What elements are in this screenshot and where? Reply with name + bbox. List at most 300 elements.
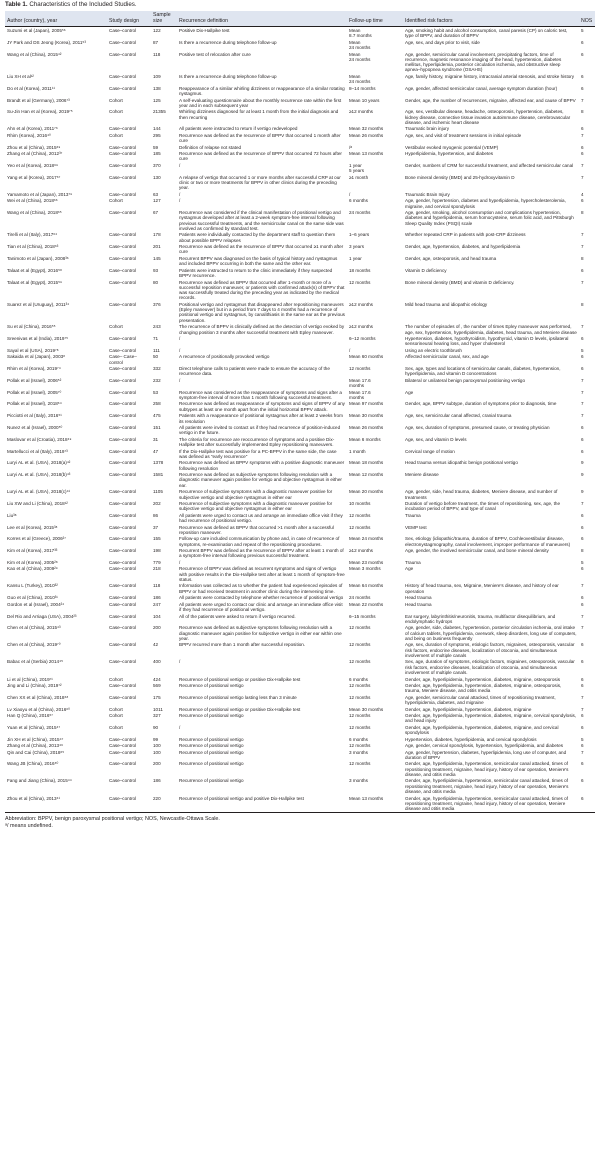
table-row <box>5 324 595 336</box>
cell-sample-size: 200 <box>153 625 161 631</box>
cell-author: Chen et al (China), 2015⁴³ <box>7 625 61 631</box>
table-row <box>5 255 595 267</box>
cell-risk-factors: Age, sex, and vitamin D levels <box>405 436 467 442</box>
cell-nos: 6 <box>581 267 584 273</box>
cell-sample-size: 1378 <box>153 460 164 466</box>
cell-sample-size: 86 <box>153 512 159 518</box>
cell-recurrence-definition: A recurrence of positionally provoked vertigo <box>179 354 270 360</box>
cell-recurrence-definition: / <box>179 559 181 565</box>
cell-recurrence-definition: Patients with a reappearance of positional nystagmus after at least 2 weeks from its resolution <box>179 413 343 424</box>
cell-recurrence-definition: The criteria for recurrence are reoccurrence of symptoms and a positive Dix-Hallpike test after successfully implemented Epley repositioning maneuvers. <box>179 436 335 448</box>
cell-nos: 6 <box>581 73 584 79</box>
table-row <box>5 232 595 244</box>
cell-nos: 7 <box>581 401 584 407</box>
cell-follow-up-time: ≥12 months <box>349 301 373 307</box>
cell-risk-factors: Age, gender, hypertension, diabetes, hyperlipidemia, long use of computer, and duration of BPPV <box>405 749 567 760</box>
cell-recurrence-definition: All patients were urged to contact our clinic and arrange an immediate office visit if they had recurrence of positional vertigo. <box>179 601 343 613</box>
cell-sample-size: 21355 <box>153 109 166 115</box>
cell-study-design: Cohort <box>109 713 123 719</box>
cell-follow-up-time: 1 year <box>349 255 362 261</box>
cell-nos: 8 <box>581 109 584 115</box>
cell-follow-up-time: 24 months <box>349 210 371 216</box>
footnote-abbreviation: Abbreviation: BPPV, benign paroxysmal positional vertigo; NOS, Newcastle-Ottawa Scale. <box>5 816 220 822</box>
cell-nos: 6 <box>581 595 584 601</box>
cell-study-design: Case–control <box>109 683 137 688</box>
cell-follow-up-time: 6 months <box>349 198 368 204</box>
cell-sample-size: 104 <box>153 613 161 619</box>
cell-recurrence-definition: / <box>179 198 181 204</box>
cell-nos: 7 <box>581 244 584 250</box>
cell-author: Sayal et al (USA), 2019⁷⁸ <box>7 347 59 353</box>
table-row <box>5 625 595 642</box>
cell-sample-size: 1581 <box>153 472 164 478</box>
table-row <box>5 436 595 448</box>
cell-follow-up-time: 6 months <box>349 736 368 742</box>
cell-study-design: Case–control <box>109 512 137 518</box>
cell-risk-factors: Gender, age, osteoporosis, and head trauma <box>405 255 497 261</box>
cell-follow-up-time: 10 months <box>349 500 371 506</box>
cell-nos: 6 <box>581 683 584 688</box>
cell-sample-size: 50 <box>153 354 159 360</box>
table-row <box>5 460 595 472</box>
cell-author: Fang and Jiang (China), 2015⁴⁴ <box>7 778 72 784</box>
cell-follow-up-time: Mean 17.6 months <box>349 377 371 389</box>
cell-sample-size: 185 <box>153 151 161 157</box>
cell-author: Suarez et al (Uruguay), 2011³⁴ <box>7 301 70 307</box>
header-author: Author (country), year <box>5 11 107 27</box>
cell-risk-factors: Gender, age, hyperlipidemia, hypertension, semicircular canal attacked, times of repositioning treatment, migraine, head injury, history of ear operation, Meniere's disease, and otitis media <box>405 761 569 777</box>
cell-study-design: Case–control <box>109 191 137 197</box>
cell-author: Han Q (China), 2016⁵⁷ <box>7 713 53 719</box>
table-row <box>5 354 595 366</box>
cell-author: Yeo et al (Korea), 2018⁶⁹ <box>7 162 58 168</box>
table-row <box>5 500 595 512</box>
cell-study-design: Case–control <box>109 255 137 261</box>
cell-sample-size: 175 <box>153 694 161 700</box>
cell-sample-size: 93 <box>153 267 159 273</box>
cell-follow-up-time: 1 year 5 years <box>349 162 365 174</box>
cell-nos: 6 <box>581 724 584 730</box>
table-row <box>5 566 595 583</box>
cell-author: Gordon et al (Israel), 2004²⁴ <box>7 601 65 607</box>
table-row <box>5 413 595 425</box>
cell-author: Tirelli et al (Italy), 2017⁶⁴ <box>7 232 58 238</box>
cell-author: Luryi AL et al. (USA), 2018(b)⁴³ <box>7 472 71 478</box>
cell-follow-up-time: 3 months <box>349 749 368 755</box>
cell-study-design: Case–control <box>109 659 137 665</box>
cell-nos: 7 <box>581 413 584 419</box>
cell-nos: 6 <box>581 524 584 530</box>
cell-author: Su et al (China), 2016⁵⁵ <box>7 324 56 330</box>
cell-risk-factors: Traumatic Brain Injury <box>405 191 450 197</box>
cell-recurrence-definition: Definition of relapse not stated <box>179 144 242 150</box>
cell-sample-size: 327 <box>153 713 161 719</box>
cell-study-design: Case–control <box>109 73 137 79</box>
cell-nos: 6 <box>581 713 584 719</box>
cell-nos: 8 <box>581 210 584 216</box>
cell-study-design: Case–control <box>109 559 137 565</box>
cell-study-design: Cohort <box>109 132 123 138</box>
cell-study-design: Case–control <box>109 694 137 700</box>
table-caption <box>5 0 595 10</box>
cell-nos: 8 <box>581 255 584 261</box>
cell-study-design: Case–control <box>109 536 137 542</box>
cell-risk-factors: Head trauma <box>405 601 432 607</box>
cell-author: Do et al (Korea), 2011¹¹ <box>7 85 55 91</box>
cell-study-design: Case–control <box>109 425 137 430</box>
cell-risk-factors: Duration of vertigo before treatment, the times of repositioning, sex, age, the incubation period of BPPV, and type of canal <box>405 500 560 512</box>
cell-author: Li et al (China), 2019⁷¹ <box>7 676 53 682</box>
cell-follow-up-time: Mean 32 months <box>349 126 384 132</box>
cell-study-design: Case–control <box>109 448 137 454</box>
cell-study-design: Case–control <box>109 500 137 506</box>
cell-recurrence-definition: Recurrence of positional vertigo <box>179 713 244 719</box>
cell-sample-size: 138 <box>153 85 161 91</box>
cell-recurrence-definition: Recurrence was considered if the clinical manifestation of positional vertigo and nystagmus developed after at least a 2-week symptom-free interval following previous successful treatments, and the semicircular canal on the same side was involved as confirmed by standard test. <box>179 210 344 231</box>
cell-follow-up-time: Mean 64 months <box>349 583 384 589</box>
cell-author: Zhou et al (China), 2015⁶⁹ <box>7 144 61 150</box>
cell-author: Tian et al (China), 2018⁶³ <box>7 244 59 250</box>
cell-nos: 7 <box>581 232 584 238</box>
cell-nos: 6 <box>581 425 584 430</box>
cell-author: Babac et al (Serbia) 2014⁴⁵ <box>7 659 63 665</box>
cell-sample-size: 145 <box>153 255 161 261</box>
table-row <box>5 749 595 761</box>
cell-nos: 7 <box>581 132 584 138</box>
cell-author: Pollak et al (Israel), 2018⁶⁴ <box>7 401 62 407</box>
cell-study-design: Case–control <box>109 301 137 307</box>
cell-sample-size: 37 <box>153 524 159 530</box>
cell-follow-up-time: 12 months <box>349 713 371 719</box>
cell-risk-factors: Age, sex, vestibular disease, headache, osteoporosis, hypertension, diabetes, kidney disease, connective tissue invasion autoimmune disease, cerebrovascular disease, and ischemic heart disease <box>405 109 571 125</box>
cell-risk-factors: Age, sex, and visit of treatment sessions in initial episode <box>405 132 522 138</box>
cell-sample-size: 118 <box>153 583 161 589</box>
table-header <box>5 11 595 27</box>
cell-recurrence-definition: Recurrence of positional vertigo <box>179 778 244 784</box>
cell-nos: 6 <box>581 448 584 454</box>
cell-sample-size: 201 <box>153 244 161 250</box>
table-row <box>5 472 595 489</box>
cell-follow-up-time: Mean 13 months <box>349 151 384 157</box>
cell-sample-size: 63 <box>153 191 159 197</box>
cell-author: Nunez et al (Israel), 2000⁵⁰ <box>7 425 63 430</box>
cell-follow-up-time: Mean 13 months <box>347 795 403 813</box>
cell-nos: 5 <box>581 736 584 742</box>
cell-author: Rhim et al (Korea), 2019⁷⁴ <box>7 366 61 372</box>
cell-follow-up-time: 6–15 months <box>349 613 376 619</box>
table-row <box>5 583 595 595</box>
cell-study-design: Case–control <box>109 366 137 372</box>
cell-study-design: Case–control <box>109 548 137 554</box>
cell-author: Talaat et al (Egypt), 2016⁵⁸ <box>7 267 62 273</box>
cell-risk-factors: Whether repeated CRP in patients with post-CRP dizziness <box>405 232 526 238</box>
cell-nos: 7 <box>581 377 584 383</box>
cell-recurrence-definition: A relapse of vertigo that occurred 1 or more months after successful CRP at our clinic or two or more treatments for BPPV in other clinics during the preceding year. <box>179 174 341 191</box>
cell-study-design: Case–control <box>109 126 137 132</box>
cell-risk-factors: Sex, etiology (idiopathic/trauma, duration of BPPV, Cochleovestibular disease, electronystagmography, canal involvement, improper performance of maneuvers) <box>405 536 571 547</box>
cell-nos: 7 <box>581 625 584 631</box>
cell-follow-up-time: /ᵃ <box>349 144 352 150</box>
cell-author: Kansu L (Turkey), 2010³² <box>7 583 58 589</box>
cell-follow-up-time: / <box>349 347 351 353</box>
cell-study-design: Case–control <box>109 85 137 91</box>
cell-nos: 7 <box>581 174 584 180</box>
cell-recurrence-definition: All patients were contacted by telephone whether recurrence of positional vertigo <box>179 595 344 601</box>
cell-follow-up-time: 6 months <box>349 676 368 682</box>
cell-risk-factors: Head trauma <box>405 595 432 601</box>
cell-sample-size: 31 <box>153 436 159 442</box>
cell-nos: 6 <box>581 366 584 372</box>
cell-sample-size: 99 <box>153 736 159 742</box>
cell-sample-size: 475 <box>153 413 161 419</box>
cell-nos: 6 <box>581 126 584 132</box>
cell-sample-size: 370 <box>153 162 161 168</box>
cell-risk-factors: Age, gender, cervical spondylosis, hypertension, hyperlipidemia, and diabetes <box>405 743 564 749</box>
table-row <box>5 198 595 210</box>
header-recurrence-definition: Recurrence definition <box>177 11 347 27</box>
cell-follow-up-time: 1–6 years <box>349 232 370 238</box>
cell-author: Wei et al (China), 2018⁶⁶ <box>7 198 58 204</box>
cell-risk-factors: VEMP test <box>405 524 427 530</box>
cell-follow-up-time: 12 months <box>349 512 371 518</box>
cell-author: Sakaida et al (Japan), 2003⁸ <box>7 354 66 360</box>
cell-sample-size: 220 <box>151 795 177 813</box>
cell-recurrence-definition: Follow-up care included communication by phone and, in case of recurrence of symptoms, re-examination and repeat of the repositioning procedures. <box>179 536 340 547</box>
cell-sample-size: 779 <box>153 559 161 565</box>
cell-risk-factors: Age, sex, duration of symptoms, etiologic factors, migraines, osteoporosis, vascular risk factors, endocrine diseases, localization of otoconia, and simultaneous involvement of multiple canals <box>405 642 575 658</box>
cell-author: Lv Xiaoyu et al (China), 2016⁶⁰ <box>7 706 70 712</box>
cell-nos: 9 <box>581 489 584 495</box>
cell-nos: 6 <box>581 436 584 442</box>
cell-risk-factors: The number of episodes of , the number of times Epley maneuver was performed, age, sex, hypertension, hyperlipidemia, diabetes, head trauma, and Meniere disease <box>405 324 577 335</box>
cell-risk-factors: Age, sex, and days prior to visit, side <box>405 39 480 45</box>
table-row <box>5 267 595 279</box>
cell-recurrence-definition: Recurrence of BPPV was defined as recurrent symptoms and signs of vertigo with positive results in the Dix-Hallpike test after at least 1 month of symptom-free status. <box>179 566 345 582</box>
table-row <box>5 536 595 548</box>
cell-sample-size: 218 <box>153 566 161 572</box>
cell-risk-factors: History of head trauma, sex, Migraine, Meniere's disease, and history of ear operation <box>405 583 559 594</box>
cell-sample-size: 59 <box>153 144 159 150</box>
table-row <box>5 209 595 231</box>
cell-author: Luryi AL et al. (USA), 2018(c)⁴¹ <box>7 489 71 495</box>
cell-author: Lee et al (Korea), 2015³⁸ <box>7 524 58 530</box>
cell-risk-factors: Age <box>405 566 414 572</box>
cell-recurrence-definition: Recurrence was defined as the recurrence of BPPV that occurred 72 hours after cure <box>179 151 342 162</box>
cell-recurrence-definition: Recurrence of positional vertigo <box>179 736 244 742</box>
cell-sample-size: 53 <box>153 389 159 395</box>
cell-author: Yang et al (Korea), 2017⁶⁷ <box>7 174 61 180</box>
cell-author: Zhang et al (China), 2013⁴⁶ <box>7 743 63 749</box>
cell-recurrence-definition: Recurrence of subjective symptoms with a diagnostic maneuver positive for subjective vertigo and objective nystagmus in either ear <box>179 500 333 512</box>
table-row <box>5 682 595 694</box>
cell-sample-size: 186 <box>153 778 161 784</box>
cell-nos: 7 <box>581 749 584 755</box>
cell-risk-factors: Meniere disease <box>405 472 439 478</box>
cell-risk-factors: Ear surgery, labyrinthitis/neuronitis, trauma, multifactor disequilibrium, and endolymphatic hydrops <box>405 613 556 624</box>
cell-nos: 7 <box>581 279 584 285</box>
header-follow-up-time: Follow-up time <box>347 11 403 27</box>
cell-study-design: Cohort <box>109 724 123 730</box>
cell-recurrence-definition: Information was collected as to whether the patient had experienced episodes of BPPV or had received treatment in another clinic during the intervening time. <box>179 583 343 594</box>
cell-follow-up-time: Mean 24 months <box>349 39 371 51</box>
cell-recurrence-definition: Recurrence of positional vertigo <box>179 761 244 767</box>
cell-nos: 7 <box>581 706 584 712</box>
table-row <box>5 279 595 301</box>
cell-nos: 6 <box>581 512 584 518</box>
cell-risk-factors: Trauma <box>405 512 421 518</box>
cell-study-design: Case–control <box>109 595 137 601</box>
cell-study-design: Case–control <box>109 583 137 589</box>
cell-study-design: Case–control <box>109 347 137 353</box>
cell-recurrence-definition: All patients were invited to contact us if they had recurrence of position-induced vertigo in the future. <box>179 425 341 436</box>
cell-follow-up-time: 12 months <box>349 743 371 749</box>
table-row <box>5 366 595 378</box>
table-row <box>5 85 595 97</box>
cell-risk-factors: Gender, age, hyperlipidemia, hypertension, diabetes, migraine, osteoporosis, trauma, Meniere disease, and otitis media <box>405 683 562 694</box>
table-row <box>5 301 595 323</box>
cell-recurrence-definition: Positional vertigo and nystagmus that disappeared after repositioning maneuvers (Epley maneuver) but in a period from 7 days to 4 months had a recurrence of positional vertigo and nystagmus, by canalithiasis in the same ear as the previous presentation. <box>179 301 345 323</box>
table-row <box>5 524 595 536</box>
cell-recurrence-definition: Patients were individually contacted by the department staff to question them about possible BPPV relapses <box>179 232 336 243</box>
cell-sample-size: 1105 <box>153 489 163 495</box>
cell-author: Kim et al (Korea), 2005²⁸ <box>7 559 58 565</box>
cell-sample-size: 130 <box>153 174 161 180</box>
cell-risk-factors: Bilateral or unilateral benign paroxysmal positioning vertigo <box>405 377 526 383</box>
caption-label: Table 1. <box>5 1 28 8</box>
cell-recurrence-definition: Recurrence was defined as reappearance of symptoms and signs of BPPV of any subtypes at least one month apart from the initial horizontal BPPV attack. <box>179 401 345 412</box>
cell-study-design: Cohort <box>109 706 123 712</box>
cell-risk-factors: Age, gender, smoking, alcohol consumption and complications hypertension, diabetes and hyperlipidemia, serum homocysteine, serum folic acid, and Pittsburgh Sleep Quality Index (PSQI) scale <box>405 210 574 226</box>
cell-follow-up-time: 12 months <box>349 694 371 700</box>
cell-nos: 7 <box>581 613 584 619</box>
cell-risk-factors: Gender, age, hyperlipidemia, hypertension, semicircular canal attacked, times of repositioning treatment, migraine, head injury, history of ear operation, Meniere disease and otitis media <box>403 795 579 813</box>
cell-follow-up-time: Mean 30 months <box>349 413 384 419</box>
cell-risk-factors: Head trauma versus idiopathic benign positional vertigo <box>405 460 518 466</box>
cell-sample-size: 127 <box>153 198 161 204</box>
table-row <box>5 424 595 436</box>
cell-study-design: Case–control <box>109 436 137 442</box>
table-row <box>5 694 595 706</box>
cell-recurrence-definition: Recurrent BPPV was diagnosed on the basis of typical history and nystagmus and included BPPV occurring in both the same and the other ear. <box>179 255 338 267</box>
cell-nos: 6 <box>581 144 584 150</box>
table-row <box>5 659 595 676</box>
cell-follow-up-time: ≥12 months <box>349 324 373 330</box>
cell-author: Talaat et al (Egypt), 2015⁵⁹ <box>7 279 62 285</box>
table-row <box>5 174 595 191</box>
cell-recurrence-definition: All patients were urged to contact us and arrange an immediate office visit if they had recurrence of positional vertigo. <box>179 512 343 524</box>
cell-author: Zhang et al (China), 2012³⁷ <box>7 151 63 157</box>
cell-study-design: Cohort <box>109 198 123 204</box>
cell-sample-size: 243 <box>153 324 161 330</box>
cell-recurrence-definition: Recurrence was defined as BPPV that occurred after 1-month or more of a successful reposition maneuver, or patients with confirmed attack(s) of BPPV that was successfully treated during the preceding year as indicated by the medical records. <box>179 279 345 301</box>
table-row <box>5 244 595 256</box>
cell-sample-size: 118 <box>153 51 161 57</box>
cell-author: Sreenivas et al (India), 2019⁷⁵ <box>7 336 69 342</box>
cell-recurrence-definition: Recurrence of positional vertigo <box>179 683 244 688</box>
cell-author: Yamamoto et al (Japan), 2013⁷⁹ <box>7 191 73 197</box>
table-row <box>5 642 595 659</box>
cell-recurrence-definition: Recurrence of positional vertigo lasting less than 3 minute <box>179 694 297 700</box>
footnote-undefined: ᵃ/ means undefined. <box>5 822 53 829</box>
cell-recurrence-definition: All of the patients were asked to return if vertigo recurred. <box>179 613 296 619</box>
cell-follow-up-time: 12 months <box>349 524 371 530</box>
cell-follow-up-time: 12 months <box>349 279 371 285</box>
cell-risk-factors: Using an electric toothbrush <box>405 347 462 353</box>
cell-follow-up-time: 12 months <box>349 366 371 372</box>
cell-sample-size: 569 <box>153 683 161 688</box>
cell-follow-up-time: 12 months <box>349 724 371 730</box>
cell-author: Martellucci et al (Italy), 2019⁷³ <box>7 448 68 454</box>
cell-recurrence-definition: Recurrence was defined as the recurrence of BPPV that occurred ≥1 month after cure <box>179 244 344 255</box>
table-row <box>5 548 595 560</box>
cell-study-design: Case–control <box>109 389 137 395</box>
cell-study-design: Case–control <box>107 27 151 39</box>
table-body <box>5 27 595 813</box>
cell-follow-up-time: 1 month <box>349 448 366 454</box>
cell-recurrence-definition: Positive Dix-Hallpike test <box>177 27 347 39</box>
cell-study-design: Case–control <box>109 162 137 168</box>
table-row <box>5 489 595 501</box>
cell-follow-up-time: Mean 23 months <box>349 559 384 565</box>
cell-risk-factors: Affected semicircular canal, sex, and age <box>405 354 489 360</box>
cell-follow-up-time: 12 months <box>349 683 371 688</box>
cell-nos: 6 <box>581 778 584 784</box>
cell-nos: 7 <box>581 500 584 506</box>
cell-study-design: Case–control <box>109 613 137 619</box>
cell-recurrence-definition: Patients were instructed to return to the clinic immediately if they suspected BPPV recurrence. <box>179 267 333 279</box>
cell-author: Pollak et al (Israel), 2005⁷⁰ <box>7 389 62 395</box>
cell-recurrence-definition: / <box>179 377 181 383</box>
cell-author: Rhim (Korea), 2016⁴⁰ <box>7 132 51 138</box>
cell-sample-size: 376 <box>153 301 161 307</box>
cell-risk-factors: Age, gender, side, diabetes, hypertension, posterior circulation ischemia, oral intake of calcium tablets, hyperlipidemia, overwork, sleep disorders, long use of computers, and being on business frequently <box>405 625 577 641</box>
table-row <box>5 335 595 347</box>
cell-follow-up-time: Mean 17.6 months <box>349 389 371 400</box>
cell-nos: 6 <box>581 566 584 572</box>
cell-recurrence-definition: The recurrence of BPPV is clinically defined as the detection of vertigo evoked by changing position 3 months after successful treatment with Epley maneuver. <box>179 324 345 335</box>
cell-author: Wang JB (China), 2016⁶⁰ <box>7 761 59 767</box>
cell-author: Brandt et al (Germany), 2006⁷³ <box>7 97 70 103</box>
cell-author: Wang et al (China), 2015⁴² <box>7 51 62 57</box>
cell-author: Picciotti et al (Italy), 2016⁵¹ <box>7 413 62 419</box>
cell-nos: 6 <box>581 151 584 157</box>
cell-risk-factors: Hypertension, diabetes, hyperlipidemia, and cervical spondylosis <box>405 736 537 742</box>
cell-nos: 6 <box>581 39 584 45</box>
cell-study-design: Case–control <box>109 336 137 342</box>
cell-study-design: Case–control <box>109 749 137 755</box>
cell-nos: 7 <box>581 583 584 589</box>
cell-risk-factors: Age, gender, affected semicircular canal, average symptom duration (hour) <box>405 85 558 91</box>
cell-study-design: Cohort <box>109 109 123 115</box>
cell-author: JY Park and DS Jeong (Korea), 2011⁵³ <box>7 39 86 45</box>
cell-study-design: Cohort <box>109 97 123 103</box>
cell-follow-up-time: 6–12 months <box>349 336 376 342</box>
cell-risk-factors: Age, gender, hypertension, diabetes and hyperlipidemia, hypercholesterolemia, migraine, and cervical spondylosis <box>405 198 566 209</box>
cell-sample-size: 400 <box>153 659 161 665</box>
header-risk-factors: Identified risk factors <box>403 11 579 27</box>
table-row <box>5 613 595 625</box>
cell-recurrence-definition: Recurrence of subjective symptoms with a diagnostic maneuver positive for subjective vertigo and objective nystagmus in either ear <box>179 489 333 500</box>
table-row <box>5 73 595 85</box>
cell-risk-factors: Gender, age, hyperlipidemia, hypertension, diabetes, migraine, and cervical spondylosis <box>405 724 559 736</box>
cell-sample-size: 424 <box>153 676 161 682</box>
cell-recurrence-definition: Recurrence was defined as BPPV that occurred >1 month after a successful reposition maneuver. <box>179 524 334 535</box>
cell-study-design: Case– Case–control <box>109 354 137 365</box>
cell-nos: 5 <box>581 559 584 565</box>
cell-author: Korres et al (Greece), 2006²⁷ <box>7 536 66 542</box>
cell-author: Ahn et al (Korea), 2011⁷⁶ <box>7 126 58 132</box>
cell-follow-up-time: / <box>349 191 351 197</box>
